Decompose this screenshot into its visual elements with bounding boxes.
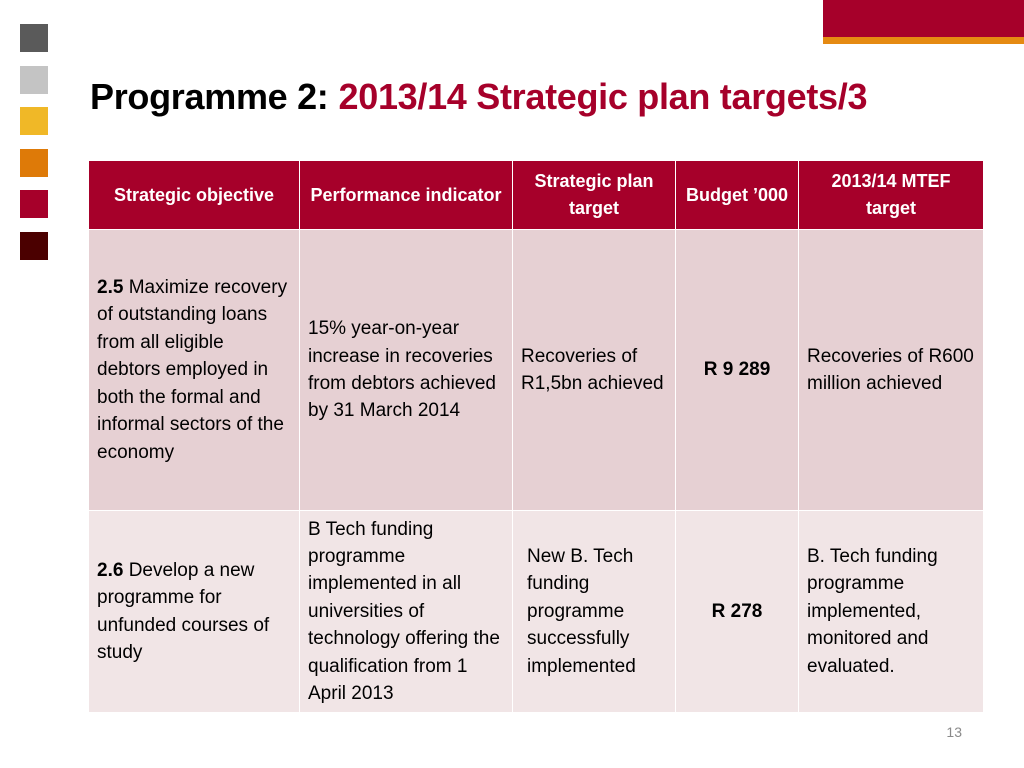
title-prefix: Programme 2: [90,76,329,117]
header-mtef-target: 2013/14 MTEF target [799,161,984,230]
header-strategic-plan-target: Strategic plan target [513,161,676,230]
swatch-red [20,190,48,218]
mtef-target-cell: Recoveries of R600 million achieved [799,230,984,511]
plan-target-cell: New B. Tech funding programme successfully implemented [513,511,676,713]
budget-cell: R 278 [676,511,799,713]
indicator-cell: B Tech funding programme implemented in all universities of technology offering the qualification from 1 April 2013 [300,511,513,713]
objective-cell [89,230,300,511]
page-number: 13 [946,724,962,740]
swatch-yellow [20,107,48,135]
objective-number: 2.6 [97,559,124,581]
objective-text: Develop a new programme for unfunded courses of study [97,559,270,663]
corner-red-band [823,0,1024,37]
table-row [89,230,984,511]
color-swatch-column [20,24,48,273]
swatch-gray-light [20,66,48,94]
indicator-cell: 15% year-on-year increase in recoveries from debtors achieved by 31 March 2014 [300,230,513,511]
budget-cell: R 9 289 [676,230,799,511]
strategic-plan-table [88,160,984,713]
corner-accent-bar [823,0,1024,44]
header-performance-indicator: Performance indicator [300,161,513,230]
swatch-orange [20,149,48,177]
mtef-target-cell: B. Tech funding programme implemented, monitored and evaluated. [799,511,984,713]
objective-cell [89,511,300,713]
slide-title [90,76,867,118]
objective-number: 2.5 [97,277,124,299]
objective-text: Maximize recovery of outstanding loans from all eligible debtors employed in both the formal and informal sectors of the economy [97,277,288,463]
header-strategic-objective: Strategic objective [89,161,300,230]
header-budget: Budget ’000 [676,161,799,230]
table-row [89,511,984,713]
swatch-gray-dark [20,24,48,52]
swatch-maroon [20,232,48,260]
title-highlight: 2013/14 Strategic plan targets/3 [338,76,868,117]
corner-orange-band [823,37,1024,44]
table-header-row [89,161,984,230]
plan-target-cell: Recoveries of R1,5bn achieved [513,230,676,511]
